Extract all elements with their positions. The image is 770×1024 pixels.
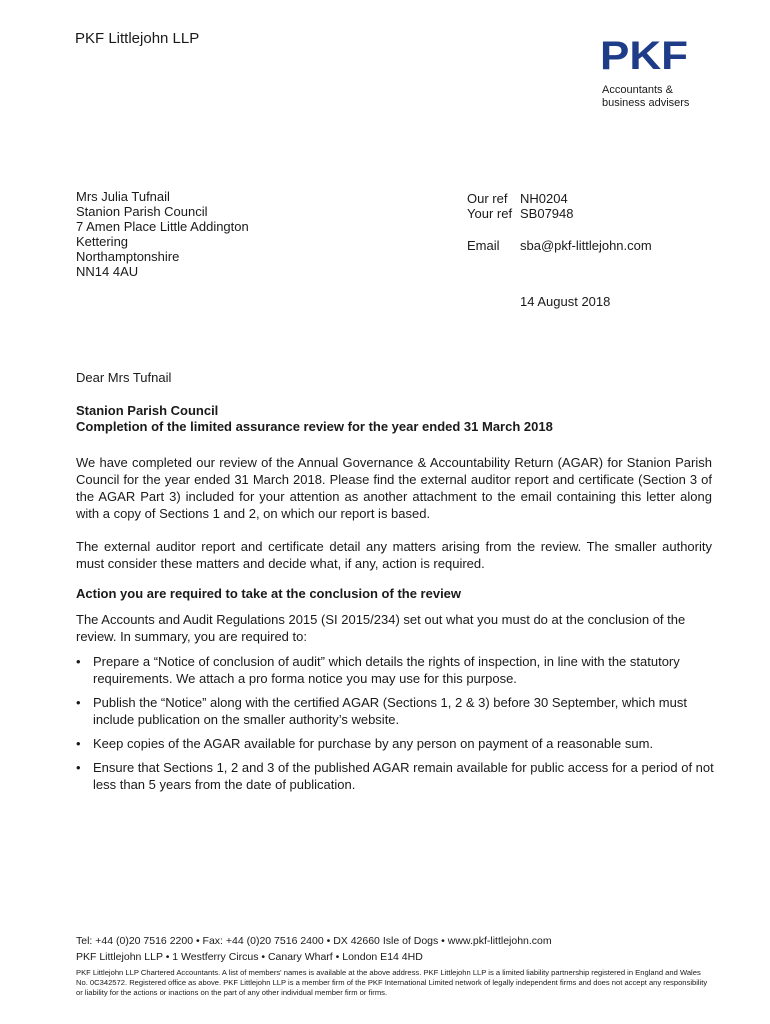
list-item-text: Ensure that Sections 1, 2 and 3 of the published AGAR remain available for public access for a period of not less than 5 years from the date of publication. xyxy=(93,760,714,792)
list-item xyxy=(76,653,716,687)
recipient-address xyxy=(76,189,249,279)
firm-name: PKF Littlejohn LLP xyxy=(75,30,200,47)
tagline-line: Accountants & xyxy=(602,84,673,96)
email-label: Email xyxy=(467,238,500,253)
tagline xyxy=(602,84,689,110)
pkf-logo xyxy=(600,36,690,72)
list-item-text: Keep copies of the AGAR available for purchase by any person on payment of a reasonable sum. xyxy=(93,736,654,751)
subject-heading xyxy=(76,403,716,435)
reference-block xyxy=(467,191,652,253)
bullet-icon: • xyxy=(76,654,81,669)
footer-contact: Tel: +44 (0)20 7516 2200 • Fax: +44 (0)20 7516 2400 • DX 42660 Isle of Dogs • www.pkf-littlejohn.com xyxy=(76,935,552,947)
our-ref-row xyxy=(467,191,652,206)
list-item xyxy=(76,694,716,728)
tagline-line: business advisers xyxy=(602,97,690,109)
footer-legal: PKF Littlejohn LLP Chartered Accountants. A list of members' names is available at the above address. PKF Littlejohn LLP is a limited liability partnership registered in England and Wales No. 0C342572. Registered office as above. PKF Littlejohn LLP is a member firm of the PKF International Limited network of legally independent firms and does not accept any responsibility or liability for the actions or inactions on the part of any other individual member firm or firms. xyxy=(76,968,708,997)
action-heading: Action you are required to take at the conclusion of the review xyxy=(76,586,462,601)
letter-date: 14 August 2018 xyxy=(520,294,611,309)
your-ref-label: Your ref xyxy=(467,206,513,221)
email-value: sba@pkf-littlejohn.com xyxy=(520,238,652,253)
body-paragraph: We have completed our review of the Annual Governance & Accountability Return (AGAR) for Stanion Parish Council for the year ended 31 March 2018. Please find the external auditor report and certificate (Section 3 of the AGAR Part 3) included for your attention as another attachment to the email containing this letter along with a copy of Sections 1 and 2, on which our report is based. xyxy=(76,455,712,521)
address-line: 7 Amen Place Little Addington xyxy=(76,219,249,234)
your-ref-row xyxy=(467,206,652,221)
subject-line: Completion of the limited assurance review for the year ended 31 March 2018 xyxy=(76,419,553,434)
address-line: Northamptonshire xyxy=(76,249,180,264)
bullet-icon: • xyxy=(76,760,81,775)
action-intro: The Accounts and Audit Regulations 2015 (SI 2015/234) set out what you must do at the conclusion of the review. In summary, you are required to: xyxy=(76,612,686,644)
your-ref-value: SB07948 xyxy=(520,206,574,221)
bullet-icon: • xyxy=(76,695,81,710)
list-item xyxy=(76,735,716,752)
salutation: Dear Mrs Tufnail xyxy=(76,370,172,385)
address-line: Mrs Julia Tufnail xyxy=(76,189,170,204)
address-line: NN14 4AU xyxy=(76,264,139,279)
logo-text: PKF xyxy=(600,36,688,72)
requirements-list xyxy=(76,653,716,800)
footer-address: PKF Littlejohn LLP • 1 Westferry Circus • Canary Wharf • London E14 4HD xyxy=(76,951,423,963)
subject-line: Stanion Parish Council xyxy=(76,403,219,418)
list-item-text: Publish the “Notice” along with the certified AGAR (Sections 1, 2 & 3) before 30 September, which must include publication on the smaller authority’s website. xyxy=(93,695,687,727)
body-paragraph: The external auditor report and certificate detail any matters arising from the review. The smaller authority must consider these matters and decide what, if any, action is required. xyxy=(76,539,712,571)
our-ref-value: NH0204 xyxy=(520,191,568,206)
bullet-icon: • xyxy=(76,736,81,751)
list-item xyxy=(76,759,716,793)
email-row xyxy=(467,238,652,253)
address-line: Stanion Parish Council xyxy=(76,204,208,219)
our-ref-label: Our ref xyxy=(467,191,508,206)
list-item-text: Prepare a “Notice of conclusion of audit” which details the rights of inspection, in line with the statutory requirements. We attach a pro forma notice you may use for this purpose. xyxy=(93,654,680,686)
address-line: Kettering xyxy=(76,234,129,249)
